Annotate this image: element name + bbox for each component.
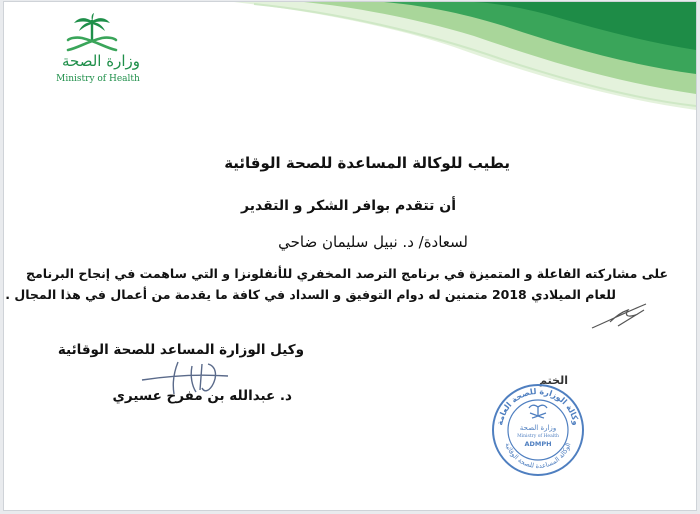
- letter-body-line-2: للعام الميلادي 2018 متمنين له دوام التوفيق و السداد في كافة ما يقدمة من أعمال في هذا المجال .: [5, 287, 616, 302]
- certificate-page: [4, 2, 696, 510]
- svg-text:وكالة الوزارة للصحة العامة: وكالة الوزارة للصحة العامة: [495, 386, 581, 427]
- letter-recipient: لسعادة/ د. نبيل سليمان ضاحي: [278, 233, 468, 251]
- signer-name: د. عبدالله بن مفرح عسيري: [112, 388, 292, 404]
- logo-name-arabic: وزارة الصحة: [62, 52, 140, 70]
- official-stamp: [490, 382, 586, 478]
- initials-scribble: [588, 298, 652, 334]
- stamp-label: الختم: [539, 374, 568, 387]
- svg-text:Ministry of Health: Ministry of Health: [517, 434, 559, 439]
- svg-text:ADMPH: ADMPH: [524, 440, 552, 448]
- svg-text:الوكالة المساعدة للصحة الوقائي: الوكالة المساعدة للصحة الوقائية: [503, 441, 573, 471]
- letter-intro: أن تتقدم بوافر الشكر و التقدير: [241, 198, 456, 214]
- letter-body-line-1: على مشاركته الفاعلة و المتميزة في برنامج الترصد المخفري للأنفلونزا و التي ساهمت في إنجاح البرنامج: [26, 266, 668, 281]
- letter-addressee: يطيب للوكالة المساعدة للصحة الوقائية: [224, 154, 510, 172]
- logo-name-english: Ministry of Health: [56, 74, 140, 84]
- signer-title: وكيل الوزارة المساعد للصحة الوقائية: [57, 342, 304, 358]
- svg-text:وزارة الصحة: وزارة الصحة: [519, 424, 557, 432]
